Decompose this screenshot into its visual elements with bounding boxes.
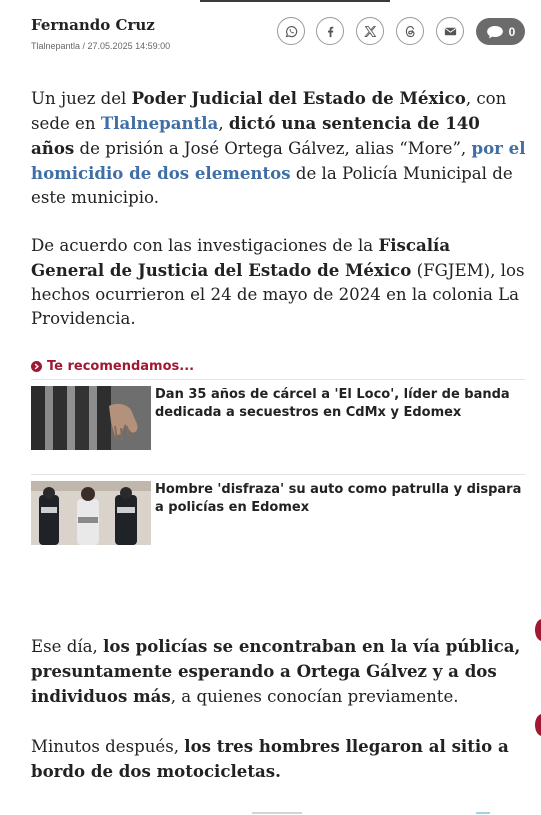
recommend-1-headline[interactable]: Dan 35 años de cárcel a 'El Loco', líder de banda dedicada a secuestros en CdMx y Edomex [155,387,510,420]
whatsapp-share-button[interactable] [277,17,305,45]
threads-share-button[interactable] [396,17,424,45]
side-marker [535,619,541,641]
comments-button[interactable] [476,18,525,45]
article-paragraph-4: Minutos después, los tres hombres llegaron al sitio a bordo de dos motocicletas. [31,736,509,781]
recommend-2-headline[interactable]: Hombre 'disfraza' su auto como patrulla y dispara a policías en Edomex [155,482,522,515]
recommend-heading: Te recomendamos... [31,359,194,374]
article-meta: Tlalnepantla / 27.05.2025 14:59:00 [31,41,171,51]
threads-icon [403,24,418,39]
comments-count: 0 [508,24,516,39]
x-icon [363,24,378,39]
article-paragraph-1: Un juez del Poder Judicial del Estado de México, con sede en Tlalnepantla, dictó una sentencia de 140 años de prisión a José Ortega Gálvez, alias “More”, por el homicidio de dos elementos de la Policía Municipal de este municipio. [31,88,526,207]
link-homicidio[interactable]: por el homicidio de dos elementos [31,138,526,183]
email-share-button[interactable] [436,17,464,45]
article-paragraph-3: Ese día, los policías se encontraban en la vía pública, presuntamente esperando a Ortega Gálvez y a dos individuos más, a quienes conocían previamente. [31,636,521,706]
arrow-right-icon [31,361,42,372]
x-share-button[interactable] [356,17,384,45]
author-name[interactable]: Fernando Cruz [31,16,155,34]
whatsapp-icon [284,24,299,39]
recommend-1-thumbnail[interactable] [31,386,151,450]
article-paragraph-2: De acuerdo con las investigaciones de la Fiscalía General de Justicia del Estado de México (FGJEM), los hechos ocurrieron el 24 de mayo de 2024 en la colonia La Providencia. [31,235,525,328]
side-marker [535,714,541,736]
recommend-2-thumbnail[interactable] [31,481,151,545]
email-icon [443,24,458,39]
comment-bubble-icon [486,25,504,39]
bottom-edge-decoration [476,812,490,814]
header-divider [200,0,390,2]
bottom-edge-decoration [252,812,302,814]
recommend-divider [31,474,525,475]
facebook-icon [323,24,338,39]
facebook-share-button[interactable] [316,17,344,45]
recommend-divider [31,379,525,380]
link-tlalnepantla[interactable]: Tlalnepantla [100,113,219,133]
